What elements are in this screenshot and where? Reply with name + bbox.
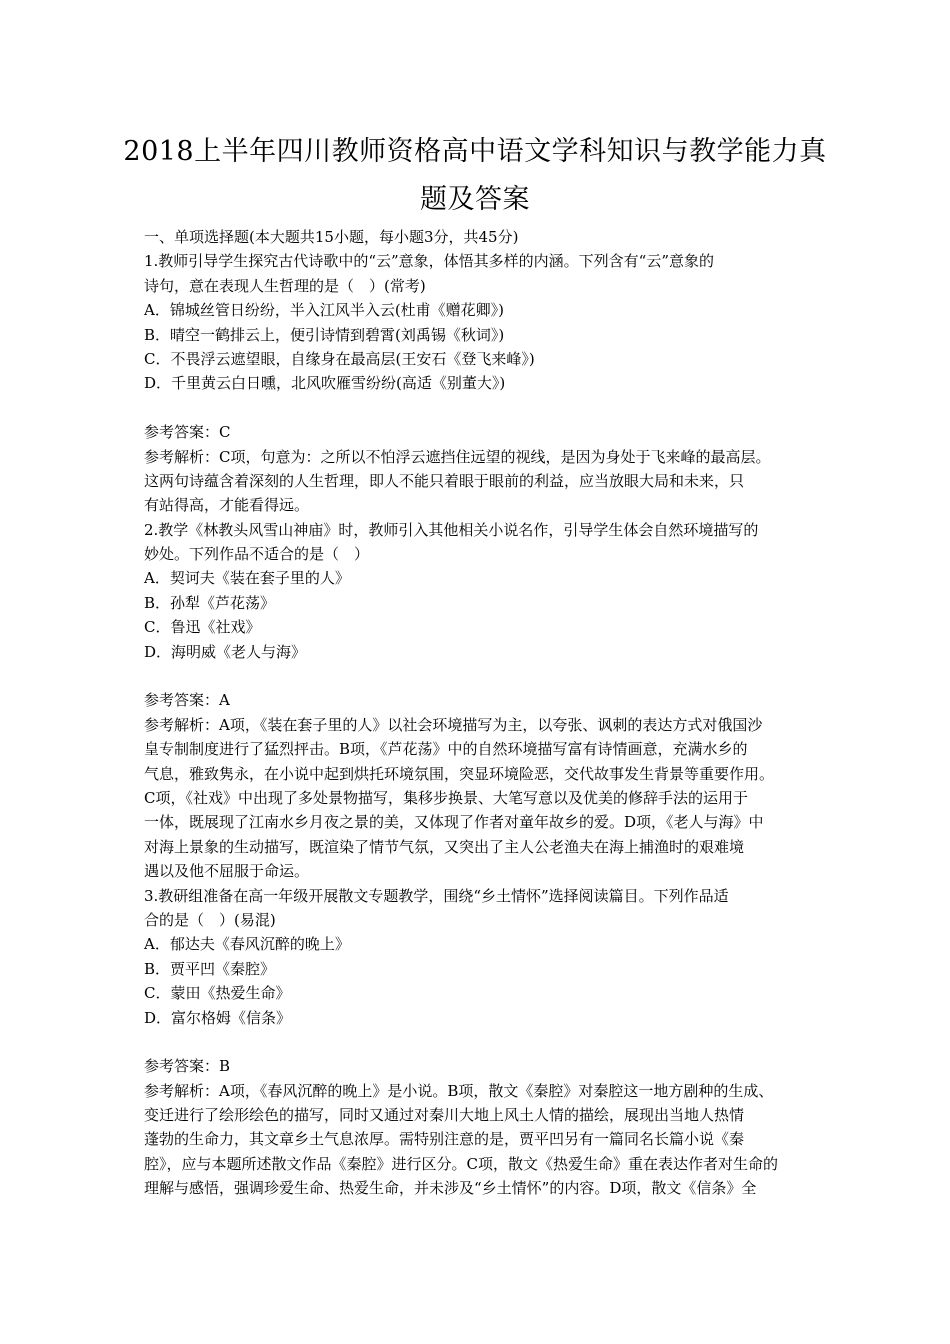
answer-analysis: C项，《社戏》中出现了多处景物描写，集移步换景、大笔写意以及优美的修辞手法的运用于 (144, 788, 748, 807)
question-2 (144, 518, 824, 884)
document-title-line-2: 题及答案 (420, 184, 530, 215)
answer-analysis: 蓬勃的生命力，其文章乡土气息浓厚。需特别注意的是，贾平凹另有一篇同名长篇小说《秦 (144, 1130, 745, 1149)
option-c: C．不畏浮云遮望眼，自缘身在最高层(王安石《登飞来峰》) (144, 349, 535, 368)
option-a: A．契诃夫《装在套子里的人》 (144, 569, 350, 588)
section-heading: 一、单项选择题(本大题共15小题，每小题3分，共45分) (144, 228, 519, 246)
option-b: B．晴空一鹤排云上，便引诗情到碧霄(刘禹锡《秋词》) (144, 325, 505, 344)
option-d: D．富尔格姆《信条》 (144, 1008, 292, 1027)
option-b: B．贾平凹《秦腔》 (144, 959, 276, 978)
question-stem: 2.教学《林教头风雪山神庙》时，教师引入其他相关小说名作，引导学生体会自然环境描写的 (144, 520, 759, 539)
answer-analysis: 一体，既展现了江南水乡月夜之景的美，又体现了作者对童年故乡的爱。D项，《老人与海》中 (144, 813, 764, 832)
answer-analysis: 腔》，应与本题所述散文作品《秦腔》进行区分。C项，散文《热爱生命》重在表达作者对生命的 (144, 1154, 778, 1173)
answer-analysis: 变迁进行了绘形绘色的描写，同时又通过对秦川大地上风土人情的描绘，展现出当地人热情 (144, 1106, 745, 1125)
option-d: D．海明威《老人与海》 (144, 642, 307, 661)
blank-line (144, 1030, 824, 1054)
answer-analysis: 遇以及他不屈服于命运。 (144, 862, 310, 881)
document-title-line-1: 2018上半年四川教师资格高中语文学科知识与教学能力真 (123, 136, 827, 167)
answer-analysis: 参考解析：A项，《装在套子里的人》以社会环境描写为主，以夸张、讽刺的表达方式对俄国沙 (144, 715, 763, 734)
question-1 (144, 249, 824, 517)
question-3 (144, 884, 824, 1201)
answer-analysis: 参考解析：A项，《春风沉醉的晚上》是小说。B项，散文《秦腔》对秦腔这一地方剧种的生成、 (144, 1081, 774, 1100)
answer-analysis: 这两句诗蕴含着深刻的人生哲理，即人不能只着眼于眼前的利益，应当放眼大局和未来，只 (144, 471, 745, 490)
option-c: C．蒙田《热爱生命》 (144, 984, 291, 1003)
option-c: C．鲁迅《社戏》 (144, 618, 261, 637)
question-stem: 诗句，意在表现人生哲理的是（ ）(常考) (144, 276, 426, 295)
reference-answer: 参考答案：B (144, 1057, 231, 1076)
answer-analysis: 参考解析：C项，句意为：之所以不怕浮云遮挡住远望的视线，是因为身处于飞来峰的最高层。 (144, 447, 771, 466)
blank-line (144, 396, 824, 420)
option-d: D．千里黄云白日曛，北风吹雁雪纷纷(高适《别董大》) (144, 374, 506, 393)
answer-analysis: 皇专制制度进行了猛烈抨击。B项，《芦花荡》中的自然环境描写富有诗情画意，充满水乡的 (144, 740, 748, 759)
question-stem: 妙处。下列作品不适合的是（ ） (144, 545, 370, 564)
option-a: A．郁达夫《春风沉醉的晚上》 (144, 935, 350, 954)
option-a: A．锦城丝管日纷纷，半入江风半入云(杜甫《赠花卿》) (144, 301, 505, 320)
answer-analysis: 对海上景象的生动描写，既渲染了情节气氛，又突出了主人公老渔夫在海上捕渔时的艰难境 (144, 837, 745, 856)
answer-analysis: 气息，雅致隽永，在小说中起到烘托环境氛围，突显环境险恶，交代故事发生背景等重要作用。 (144, 764, 775, 783)
question-stem: 合的是（ ）(易混) (144, 910, 276, 929)
question-stem: 1.教师引导学生探究古代诗歌中的“云”意象，体悟其多样的内涵。下列含有“云”意象的 (144, 252, 714, 271)
option-b: B．孙犁《芦花荡》 (144, 593, 276, 612)
blank-line (144, 664, 824, 688)
reference-answer: 参考答案：A (144, 691, 230, 710)
reference-answer: 参考答案：C (144, 423, 231, 442)
question-stem: 3.教研组准备在高一年级开展散文专题教学，围绕“乡土情怀”选择阅读篇目。下列作品适 (144, 886, 729, 905)
answer-analysis: 有站得高，才能看得远。 (144, 496, 310, 515)
answer-analysis: 理解与感悟，强调珍爱生命、热爱生命，并未涉及“乡土情怀”的内容。D项，散文《信条》全 (144, 1179, 757, 1198)
document-body (144, 225, 824, 1201)
